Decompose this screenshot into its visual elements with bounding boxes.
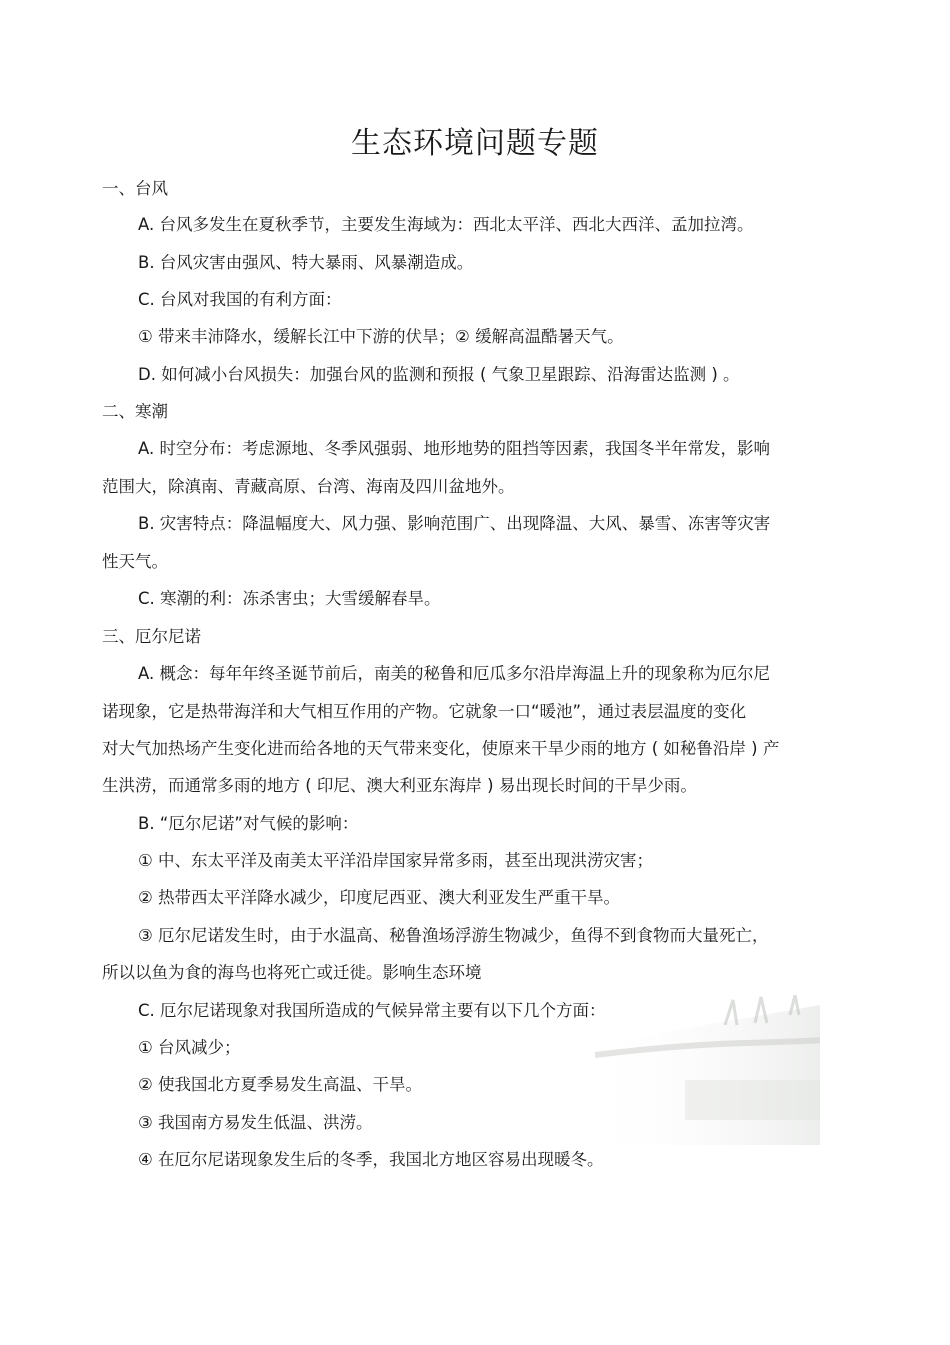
el-nino-effect-2: ② 热带西太平洋降水减少，印度尼西亚、澳大利亚发生严重干旱。: [138, 888, 621, 907]
typhoon-item-b: B. 台风灾害由强风、特大暴雨、风暴潮造成。: [138, 253, 474, 272]
typhoon-item-c: C. 台风对我国的有利方面：: [138, 290, 342, 309]
el-nino-item-c: C. 厄尔尼诺现象对我国所造成的气候异常主要有以下几个方面：: [138, 1001, 606, 1020]
el-nino-item-a-line3: 对大气加热场产生变化进而给各地的天气带来变化，使原来干旱少雨的地方 ( 如秘鲁沿岸 ) 产: [102, 739, 780, 758]
section-heading-el-nino: 三、厄尔尼诺: [102, 627, 201, 646]
section-heading-typhoon: 一、台风: [102, 179, 168, 198]
typhoon-item-a: A. 台风多发生在夏秋季节，主要发生海域为：西北太平洋、西北大西洋、孟加拉湾。: [138, 215, 754, 234]
typhoon-benefits: ① 带来丰沛降水，缓解长江中下游的伏旱；② 缓解高温酷暑天气。: [138, 327, 624, 346]
cold-wave-item-b-line1: B. 灾害特点：降温幅度大、风力强、影响范围广、出现降温、大风、暴雪、冻害等灾害: [138, 514, 771, 533]
el-nino-item-a-line2: 诺现象，它是热带海洋和大气相互作用的产物。它就象一口“暖池”，通过表层温度的变化: [102, 702, 747, 721]
el-nino-item-a-line4: 生洪涝，而通常多雨的地方 ( 印尼、澳大利亚东海岸 ) 易出现长时间的干旱少雨。: [102, 776, 697, 795]
cold-wave-item-c: C. 寒潮的利：冻杀害虫；大雪缓解春旱。: [138, 589, 441, 608]
el-nino-item-b: B. “厄尔尼诺”对气候的影响：: [138, 814, 359, 833]
china-effect-1: ① 台风减少；: [138, 1038, 241, 1057]
china-effect-4: ④ 在厄尔尼诺现象发生后的冬季，我国北方地区容易出现暖冬。: [138, 1150, 604, 1169]
landscape-watermark: [585, 995, 820, 1145]
el-nino-item-a-line1: A. 概念：每年年终圣诞节前后，南美的秘鲁和厄瓜多尔沿岸海温上升的现象称为厄尔尼: [138, 664, 770, 683]
el-nino-effect-3-line2: 所以以鱼为食的海鸟也将死亡或迁徙。影响生态环境: [102, 963, 482, 982]
cold-wave-item-a-line1: A. 时空分布：考虑源地、冬季风强弱、地形地势的阻挡等因素，我国冬半年常发，影响: [138, 439, 770, 458]
section-heading-cold-wave: 二、寒潮: [102, 402, 168, 421]
page-title: 生态环境问题专题: [351, 126, 599, 161]
cold-wave-item-b-line2: 性天气。: [102, 552, 168, 571]
china-effect-2: ② 使我国北方夏季易发生高温、干旱。: [138, 1075, 423, 1094]
typhoon-item-d: D. 如何减小台风损失：加强台风的监测和预报 ( 气象卫星跟踪、沿海雷达监测 ) 。: [138, 365, 740, 384]
cold-wave-item-a-line2: 范围大，除滇南、青藏高原、台湾、海南及四川盆地外。: [102, 477, 515, 496]
el-nino-effect-3-line1: ③ 厄尔尼诺发生时，由于水温高、秘鲁渔场浮游生物减少，鱼得不到食物而大量死亡，: [138, 926, 769, 945]
china-effect-3: ③ 我国南方易发生低温、洪涝。: [138, 1113, 373, 1132]
el-nino-effect-1: ① 中、东太平洋及南美太平洋沿岸国家异常多雨，甚至出现洪涝灾害；: [138, 851, 654, 870]
